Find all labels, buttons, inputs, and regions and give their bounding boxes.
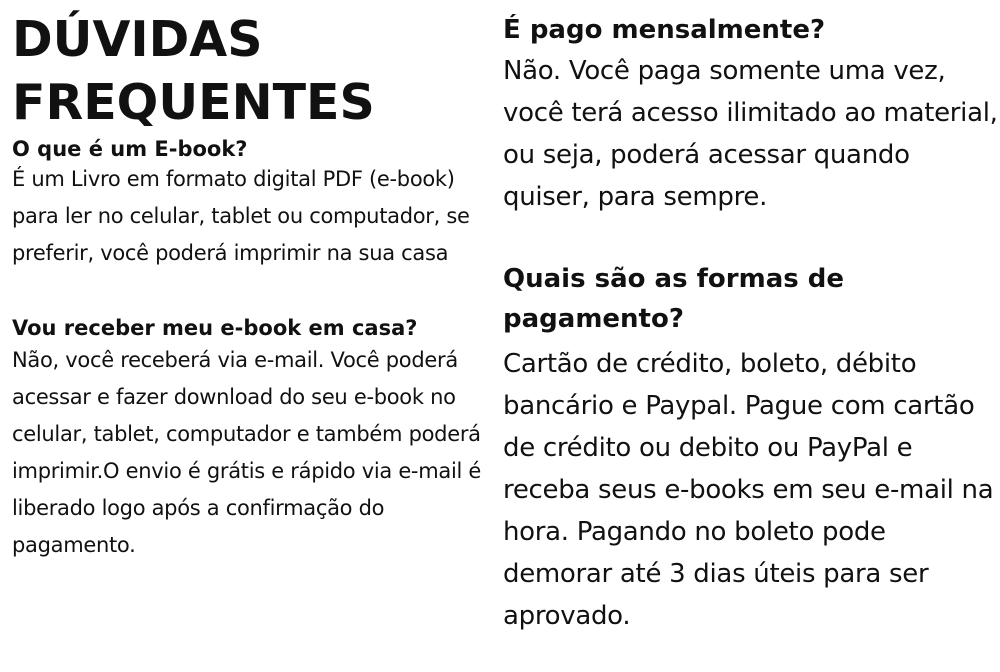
faq-question-delivery: Vou receber meu e-book em casa?	[12, 316, 418, 340]
faq-question-monthly: É pago mensalmente?	[503, 15, 826, 45]
faq-right-column	[503, 8, 1000, 637]
faq-answer-payment: Cartão de crédito, boleto, débito bancário e Paypal. Pague com cartão de crédito ou debito ou PayPal e receba seus e-books em seu e-mail na hora. Pagando no boleto pode demorar até 3 dias úteis para ser aprovado.	[503, 349, 994, 631]
page-title: DÚVIDAS FREQUENTES	[12, 11, 375, 131]
faq-answer-ebook: É um Livro em formato digital PDF (e-book) para ler no celular, tablet ou computador, se preferir, você poderá imprimir na sua casa	[12, 167, 470, 265]
faq-answer-delivery: Não, você receberá via e-mail. Você poderá acessar e fazer download do seu e-book no celular, tablet, computador e também poderá imprimir.O envio é grátis e rápido via e-mail é liberado logo após a confirmação do pagamento.	[12, 348, 482, 557]
faq-question-ebook: O que é um E-book?	[12, 137, 248, 161]
faq-left-column	[12, 8, 482, 564]
faq-answer-monthly: Não. Você paga somente uma vez, você terá acesso ilimitado ao material, ou seja, poderá acessar quando quiser, para sempre.	[503, 56, 998, 212]
faq-question-payment: Quais são as formas de pagamento?	[503, 264, 845, 334]
